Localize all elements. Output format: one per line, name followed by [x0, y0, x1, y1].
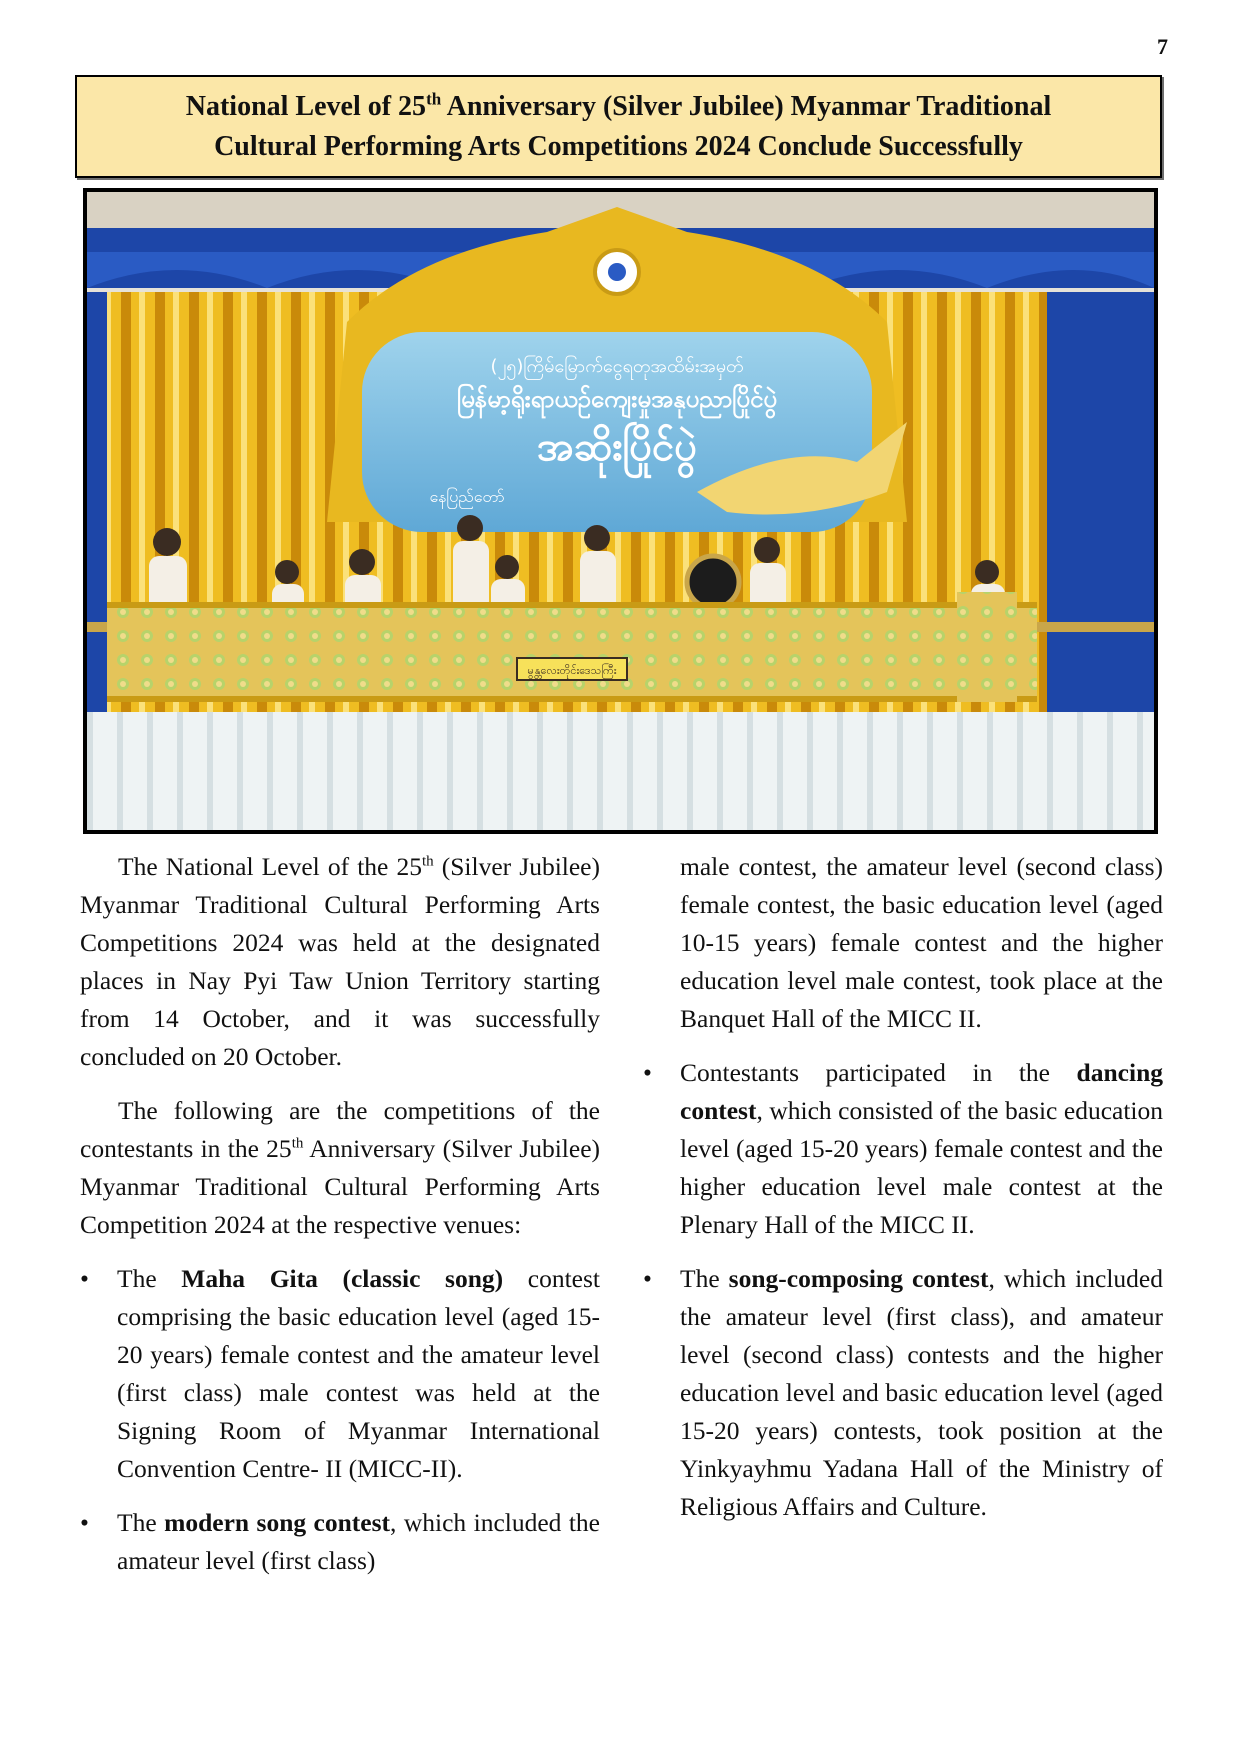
banner-text-2: မြန်မာ့ရိုးရာယဉ်ကျေးမှုအနုပညာပြိုင်ပွဲ	[457, 385, 777, 413]
competitions-list-continued	[643, 1054, 1163, 1526]
list-item-dancing: • Contestants participated in the dancing contest, which consisted of the basic education level (aged 15-20 years) female contest and the higher education level male contest at the Plenary Hall of the MICC II.	[643, 1054, 1163, 1244]
title-text: Anniversary (Silver Jubilee) Myanmar Traditional	[441, 90, 1052, 122]
left-column	[80, 848, 600, 1580]
banner-text-4: နေပြည်တော်	[429, 487, 505, 506]
article-title-box	[75, 75, 1162, 178]
stage-skirt	[87, 712, 1154, 830]
bullet: •	[643, 1264, 652, 1293]
list-item-song-composing: • The song-composing contest, which included the amateur level (first class), and amateur level (second class) contests and the higher education level and basic education level (aged 15-20 years) contests, took position at the Yinkyayhmu Yadana Hall of the Ministry of Religious Affairs and Culture.	[643, 1260, 1163, 1526]
title-superscript: th	[426, 89, 442, 109]
placard-text: မွန္တလေးတိုင်းဒေသကြီး	[527, 664, 617, 677]
ornate-saing-waing	[107, 602, 1037, 702]
competitions-list	[80, 1260, 600, 1580]
paragraph-intro: The National Level of the 25th (Silver Jubilee) Myanmar Traditional Cultural Performing Arts Competitions 2024 was held at the designated places in Nay Pyi Taw Union Territory starting from 14 October, and it was successfully concluded on 20 October.	[80, 852, 600, 1071]
stage-performance-photo	[83, 188, 1158, 834]
paragraph-list-intro: The following are the competitions of the contestants in the 25th Anniversary (Silver Jubilee) Myanmar Traditional Cultural Performing Arts Competition 2024 at the respective venues:	[80, 1096, 601, 1239]
gong	[687, 556, 739, 608]
banner-text-3: အဆိုးပြိုင်ပွဲ	[536, 424, 698, 470]
list-item-continuation: male contest, the amateur level (second class) female contest, the basic education level (aged 10-15 years) female contest and the higher education level male contest, took place at the Banquet Hall of the MICC II.	[680, 852, 1163, 1033]
right-column	[643, 848, 1163, 1542]
bullet: •	[643, 1058, 652, 1087]
page-number: 7	[1157, 34, 1168, 59]
banner-text-1: (၂၅)ကြိမ်မြောက်ငွေရတုအထိမ်းအမှတ်	[490, 356, 744, 377]
list-item-maha-gita: • The Maha Gita (classic song) contest comprising the basic education level (aged 15-20 years) female contest and the amateur level (first class) male contest was held at the Signing Room of Myanmar International Convention Centre- II (MICC-II).	[80, 1260, 600, 1488]
list-item-modern-song: • The modern song contest, which included the amateur level (first class)	[80, 1504, 600, 1580]
title-line-2: Cultural Performing Arts Competitions 2024 Conclude Successfully	[214, 130, 1023, 162]
bullet: •	[80, 1508, 89, 1537]
title-text: National Level of 25	[185, 90, 427, 122]
bullet: •	[80, 1264, 89, 1293]
photo-illustration	[87, 192, 1154, 830]
title-line-1	[186, 87, 1051, 127]
